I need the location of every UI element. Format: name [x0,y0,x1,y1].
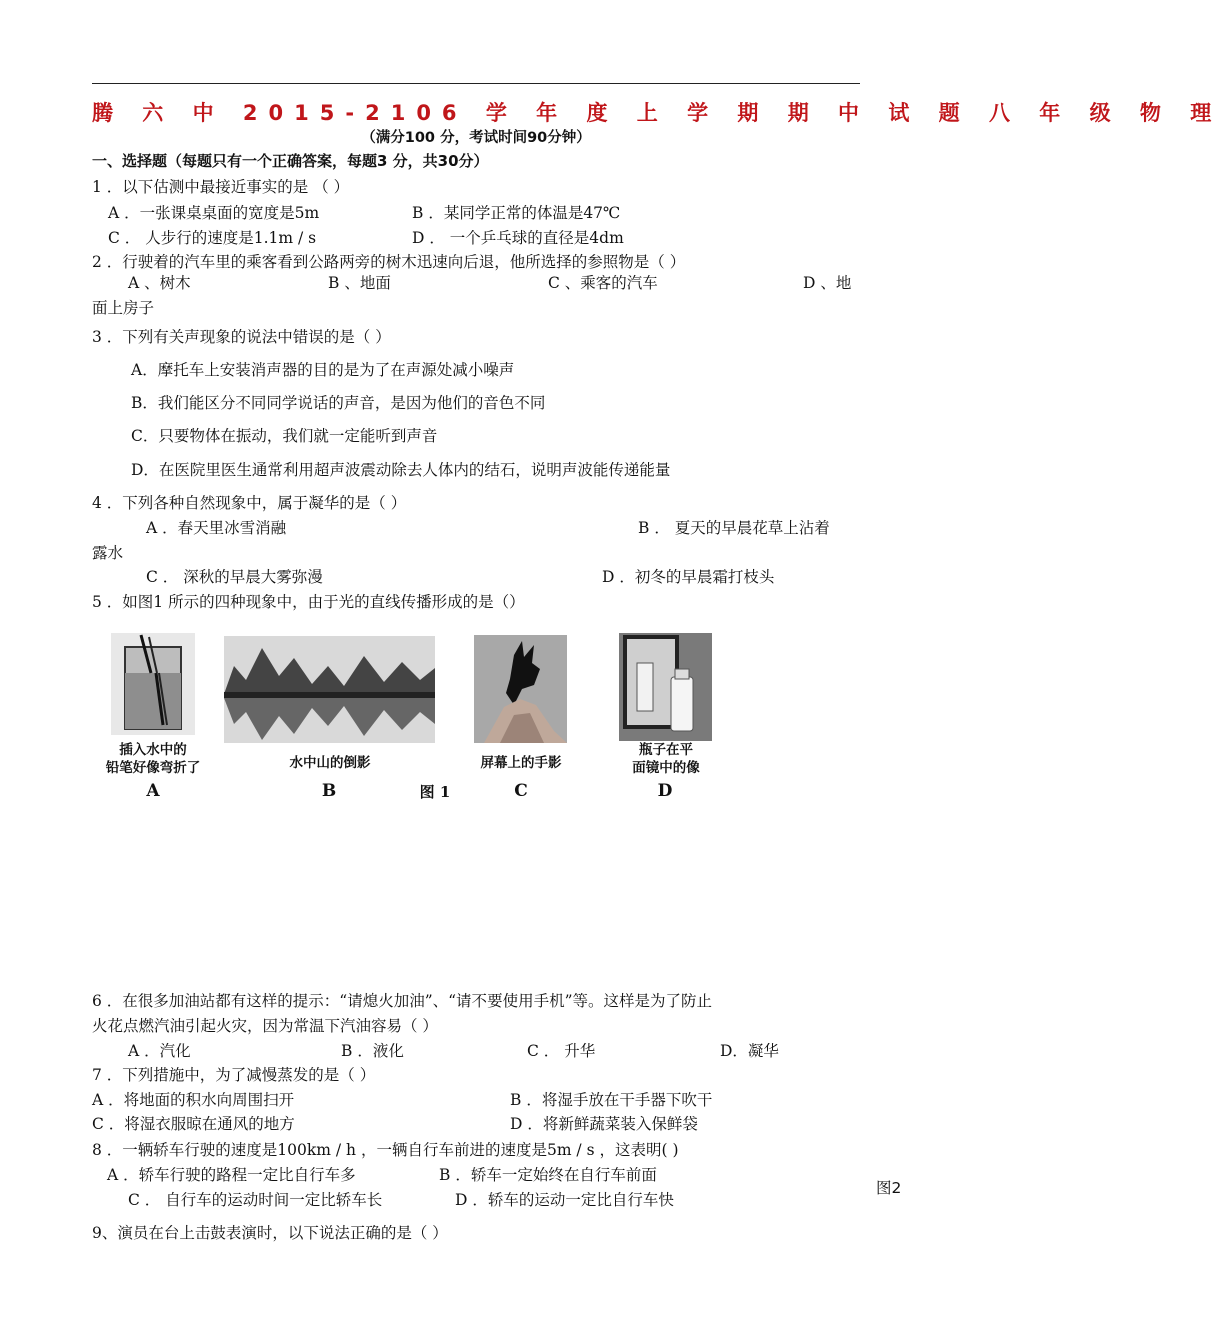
figure-c-letter: C [514,781,528,801]
section-heading: 一、选择题（每题只有一个正确答案，每题3 分，共30分） [92,152,489,170]
q8-option-b: B ．轿车一定始终在自行车前面 [439,1166,657,1184]
q6-option-b: B ．液化 [341,1042,404,1060]
figure-d-photo [619,633,712,741]
q4-option-b-continued: 露水 [92,544,124,562]
figure-1-label: 图 1 [419,783,451,801]
q2-option-d-continued: 面上房子 [92,299,155,317]
q6-stem-line2: 火花点燃汽油引起火灾，因为常温下汽油容易（ ） [92,1017,438,1035]
q1-stem: 1 ．以下估测中最接近事实的是 （ ） [92,178,350,196]
q6-option-d: D．凝华 [720,1042,779,1060]
q4-option-c: C ． 深秋的早晨大雾弥漫 [146,568,323,586]
q6-option-c: C ． 升华 [527,1042,596,1060]
figure-a-caption: 插入水中的 铅笔好像弯折了 [105,742,201,776]
q2-option-c: C 、乘客的汽车 [548,274,658,292]
q8-stem: 8 ．一辆轿车行驶的速度是100km / h ，一辆自行车前进的速度是5m / s ，这表明( ) [92,1141,679,1159]
q8-option-c: C ． 自行车的运动时间一定比轿车长 [128,1191,383,1209]
q8-option-d: D ．轿车的运动一定比自行车快 [455,1191,674,1209]
q6-stem-line1: 6 ．在很多加油站都有这样的提示：“请熄火加油”、“请不要使用手机”等。这样是为了防止 [92,992,712,1010]
q4-option-b: B ． 夏天的早晨花草上沾着 [638,519,830,537]
figure-c-caption: 屏幕上的手影 [480,755,562,771]
figure-b-photo [224,636,435,743]
q4-option-d: D ．初冬的早晨霜打枝头 [602,568,775,586]
q3-option-c: C．只要物体在振动，我们就一定能听到声音 [131,427,438,445]
hand-shadow-image [474,635,567,743]
mountain-reflection-image [224,636,435,743]
figure-b-letter: B [321,781,337,801]
q3-option-d: D．在医院里医生通常利用超声波震动除去人体内的结石，说明声波能传递能量 [131,461,671,479]
q1-option-b: B ．某同学正常的体温是47℃ [412,204,621,222]
exam-subtitle: （满分100 分，考试时间90分钟） [361,130,591,146]
figure-a-letter: A [146,781,160,801]
q4-stem: 4 ．下列各种自然现象中，属于凝华的是（ ） [92,494,407,512]
glass-pencil-image [111,633,195,735]
q1-option-d: D ． 一个乒乓球的直径是4dm [412,229,624,247]
figure-c-photo [474,635,567,743]
q7-option-b: B ．将湿手放在干手器下吹干 [510,1091,713,1109]
q4-option-a: A ．春天里冰雪消融 [146,519,287,537]
q2-option-d: D 、地 [803,274,852,292]
figure-b-caption: 水中山的倒影 [289,755,371,771]
q8-option-a: A ．轿车行驶的路程一定比自行车多 [107,1166,356,1184]
figure-2-label: 图2 [876,1179,902,1197]
q2-option-b: B 、地面 [328,274,391,292]
q5-stem: 5 ．如图1 所示的四种现象中，由于光的直线传播形成的是（） [92,593,525,611]
q7-option-d: D ．将新鲜蔬菜装入保鲜袋 [510,1115,698,1133]
exam-title: 腾 六 中 2015-2106 学 年 度 上 学 期 期 中 试 题 八 年 级 物 理 [92,101,1222,125]
q2-option-a: A 、树木 [128,274,191,292]
q3-option-a: A．摩托车上安装消声器的目的是为了在声源处减小噪声 [131,361,515,379]
q1-option-a: A ．一张课桌桌面的宽度是5m [108,204,320,222]
q2-stem: 2 ．行驶着的汽车里的乘客看到公路两旁的树木迅速向后退，他所选择的参照物是（ ） [92,253,686,271]
q3-option-b: B．我们能区分不同同学说话的声音，是因为他们的音色不同 [131,394,546,412]
top-rule [92,83,860,84]
q9-stem: 9、演员在台上击鼓表演时，以下说法正确的是（ ） [92,1224,448,1242]
q6-option-a: A ．汽化 [128,1042,191,1060]
q1-option-c: C ． 人步行的速度是1.1m / s [108,229,317,247]
bottle-mirror-image [619,633,712,741]
figure-d-letter: D [657,781,673,801]
q3-stem: 3 ．下列有关声现象的说法中错误的是（ ） [92,328,391,346]
figure-a-photo [111,633,195,735]
q7-stem: 7 ．下列措施中，为了减慢蒸发的是（ ） [92,1066,376,1084]
q7-option-a: A ．将地面的积水向周围扫开 [92,1091,295,1109]
q7-option-c: C ．将湿衣服晾在通风的地方 [92,1115,295,1133]
figure-d-caption: 瓶子在平 面镜中的像 [632,742,700,776]
